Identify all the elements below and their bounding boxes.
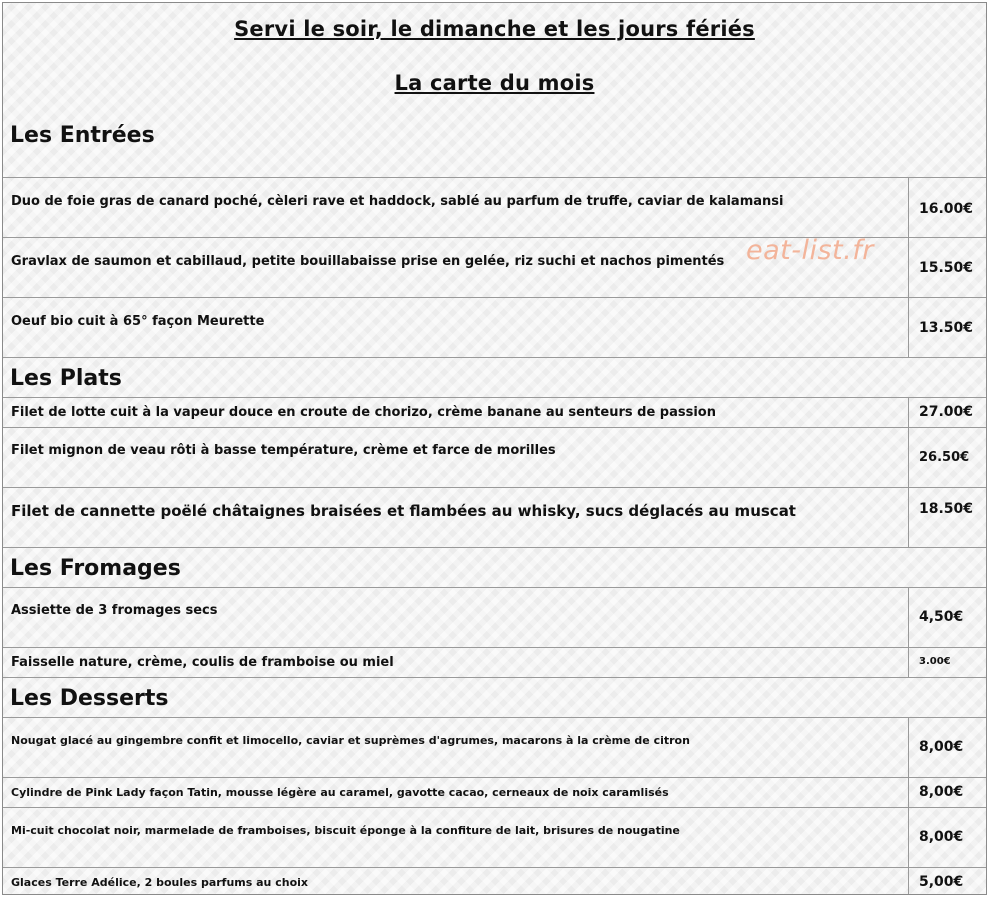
item-price: 3.00€ bbox=[919, 656, 951, 667]
item-description: Oeuf bio cuit à 65° façon Meurette bbox=[11, 314, 265, 329]
item-description: Assiette de 3 fromages secs bbox=[11, 603, 218, 618]
menu-header bbox=[3, 3, 986, 178]
item-price: 18.50€ bbox=[919, 501, 974, 517]
menu-item-row bbox=[3, 398, 986, 428]
menu-item-row bbox=[3, 488, 986, 548]
item-price-cell bbox=[908, 648, 987, 677]
menu-item-row bbox=[3, 588, 986, 648]
menu-item-row bbox=[3, 868, 986, 895]
item-price-cell bbox=[908, 718, 987, 777]
item-description: Nougat glacé au gingembre confit et limocello, caviar et suprèmes d'agrumes, macarons à la crème de citron bbox=[11, 734, 690, 747]
item-description: Gravlax de saumon et cabillaud, petite bouillabaisse prise en gelée, riz suchi et nachos pimentés bbox=[11, 254, 725, 269]
item-price-cell bbox=[908, 238, 987, 297]
item-description: Cylindre de Pink Lady façon Tatin, mousse légère au caramel, gavotte cacao, cerneaux de noix caramlisés bbox=[11, 786, 669, 799]
menu-page bbox=[2, 2, 987, 895]
item-description: Filet mignon de veau rôti à basse température, crème et farce de morilles bbox=[11, 443, 556, 458]
service-hours-title: Servi le soir, le dimanche et les jours fériés bbox=[234, 17, 755, 41]
item-price: 4,50€ bbox=[919, 609, 964, 625]
item-price: 16.00€ bbox=[919, 201, 974, 217]
item-price-cell bbox=[908, 588, 987, 647]
item-price: 8,00€ bbox=[919, 739, 964, 755]
menu-item-row bbox=[3, 298, 986, 358]
item-description: Filet de lotte cuit à la vapeur douce en croute de chorizo, crème banane au senteurs de passion bbox=[11, 405, 716, 420]
menu-item-row bbox=[3, 178, 986, 238]
menu-item-row bbox=[3, 778, 986, 808]
item-price: 5,00€ bbox=[919, 874, 964, 890]
menu-item-row bbox=[3, 718, 986, 778]
menu-item-row bbox=[3, 808, 986, 868]
section-title-plats: Les Plats bbox=[10, 366, 122, 391]
item-description: Faisselle nature, crème, coulis de framboise ou miel bbox=[11, 655, 394, 670]
section-header-fromages bbox=[3, 548, 986, 588]
item-price-cell bbox=[908, 808, 987, 867]
item-price-cell bbox=[908, 488, 987, 547]
item-price-cell bbox=[908, 298, 987, 357]
item-price: 8,00€ bbox=[919, 829, 964, 845]
item-description: Glaces Terre Adélice, 2 boules parfums au choix bbox=[11, 876, 308, 889]
section-title-fromages: Les Fromages bbox=[10, 556, 181, 581]
watermark-logo: eat-list.fr bbox=[746, 235, 874, 266]
menu-item-row bbox=[3, 428, 986, 488]
item-description: Filet de cannette poëlé châtaignes braisées et flambées au whisky, sucs déglacés au muscat bbox=[11, 502, 796, 520]
item-price-cell bbox=[908, 778, 987, 807]
item-price: 8,00€ bbox=[919, 784, 964, 800]
menu-of-month-title: La carte du mois bbox=[394, 71, 595, 95]
item-description: Mi-cuit chocolat noir, marmelade de framboises, biscuit éponge à la confiture de lait, brisures de nougatine bbox=[11, 824, 680, 837]
section-title-desserts: Les Desserts bbox=[10, 686, 169, 711]
section-header-desserts bbox=[3, 678, 986, 718]
item-price-cell bbox=[908, 868, 987, 895]
item-description: Duo de foie gras de canard poché, cèleri rave et haddock, sablé au parfum de truffe, caviar de kalamansi bbox=[11, 194, 784, 209]
item-price-cell bbox=[908, 178, 987, 237]
item-price: 26.50€ bbox=[919, 450, 970, 465]
item-price-cell bbox=[908, 398, 987, 427]
item-price: 13.50€ bbox=[919, 320, 974, 336]
item-price: 15.50€ bbox=[919, 260, 974, 276]
item-price: 27.00€ bbox=[919, 404, 974, 420]
section-title-entrees: Les Entrées bbox=[10, 123, 155, 148]
item-price-cell bbox=[908, 428, 987, 487]
menu-item-row bbox=[3, 648, 986, 678]
menu-item-row bbox=[3, 238, 986, 298]
section-header-plats bbox=[3, 358, 986, 398]
